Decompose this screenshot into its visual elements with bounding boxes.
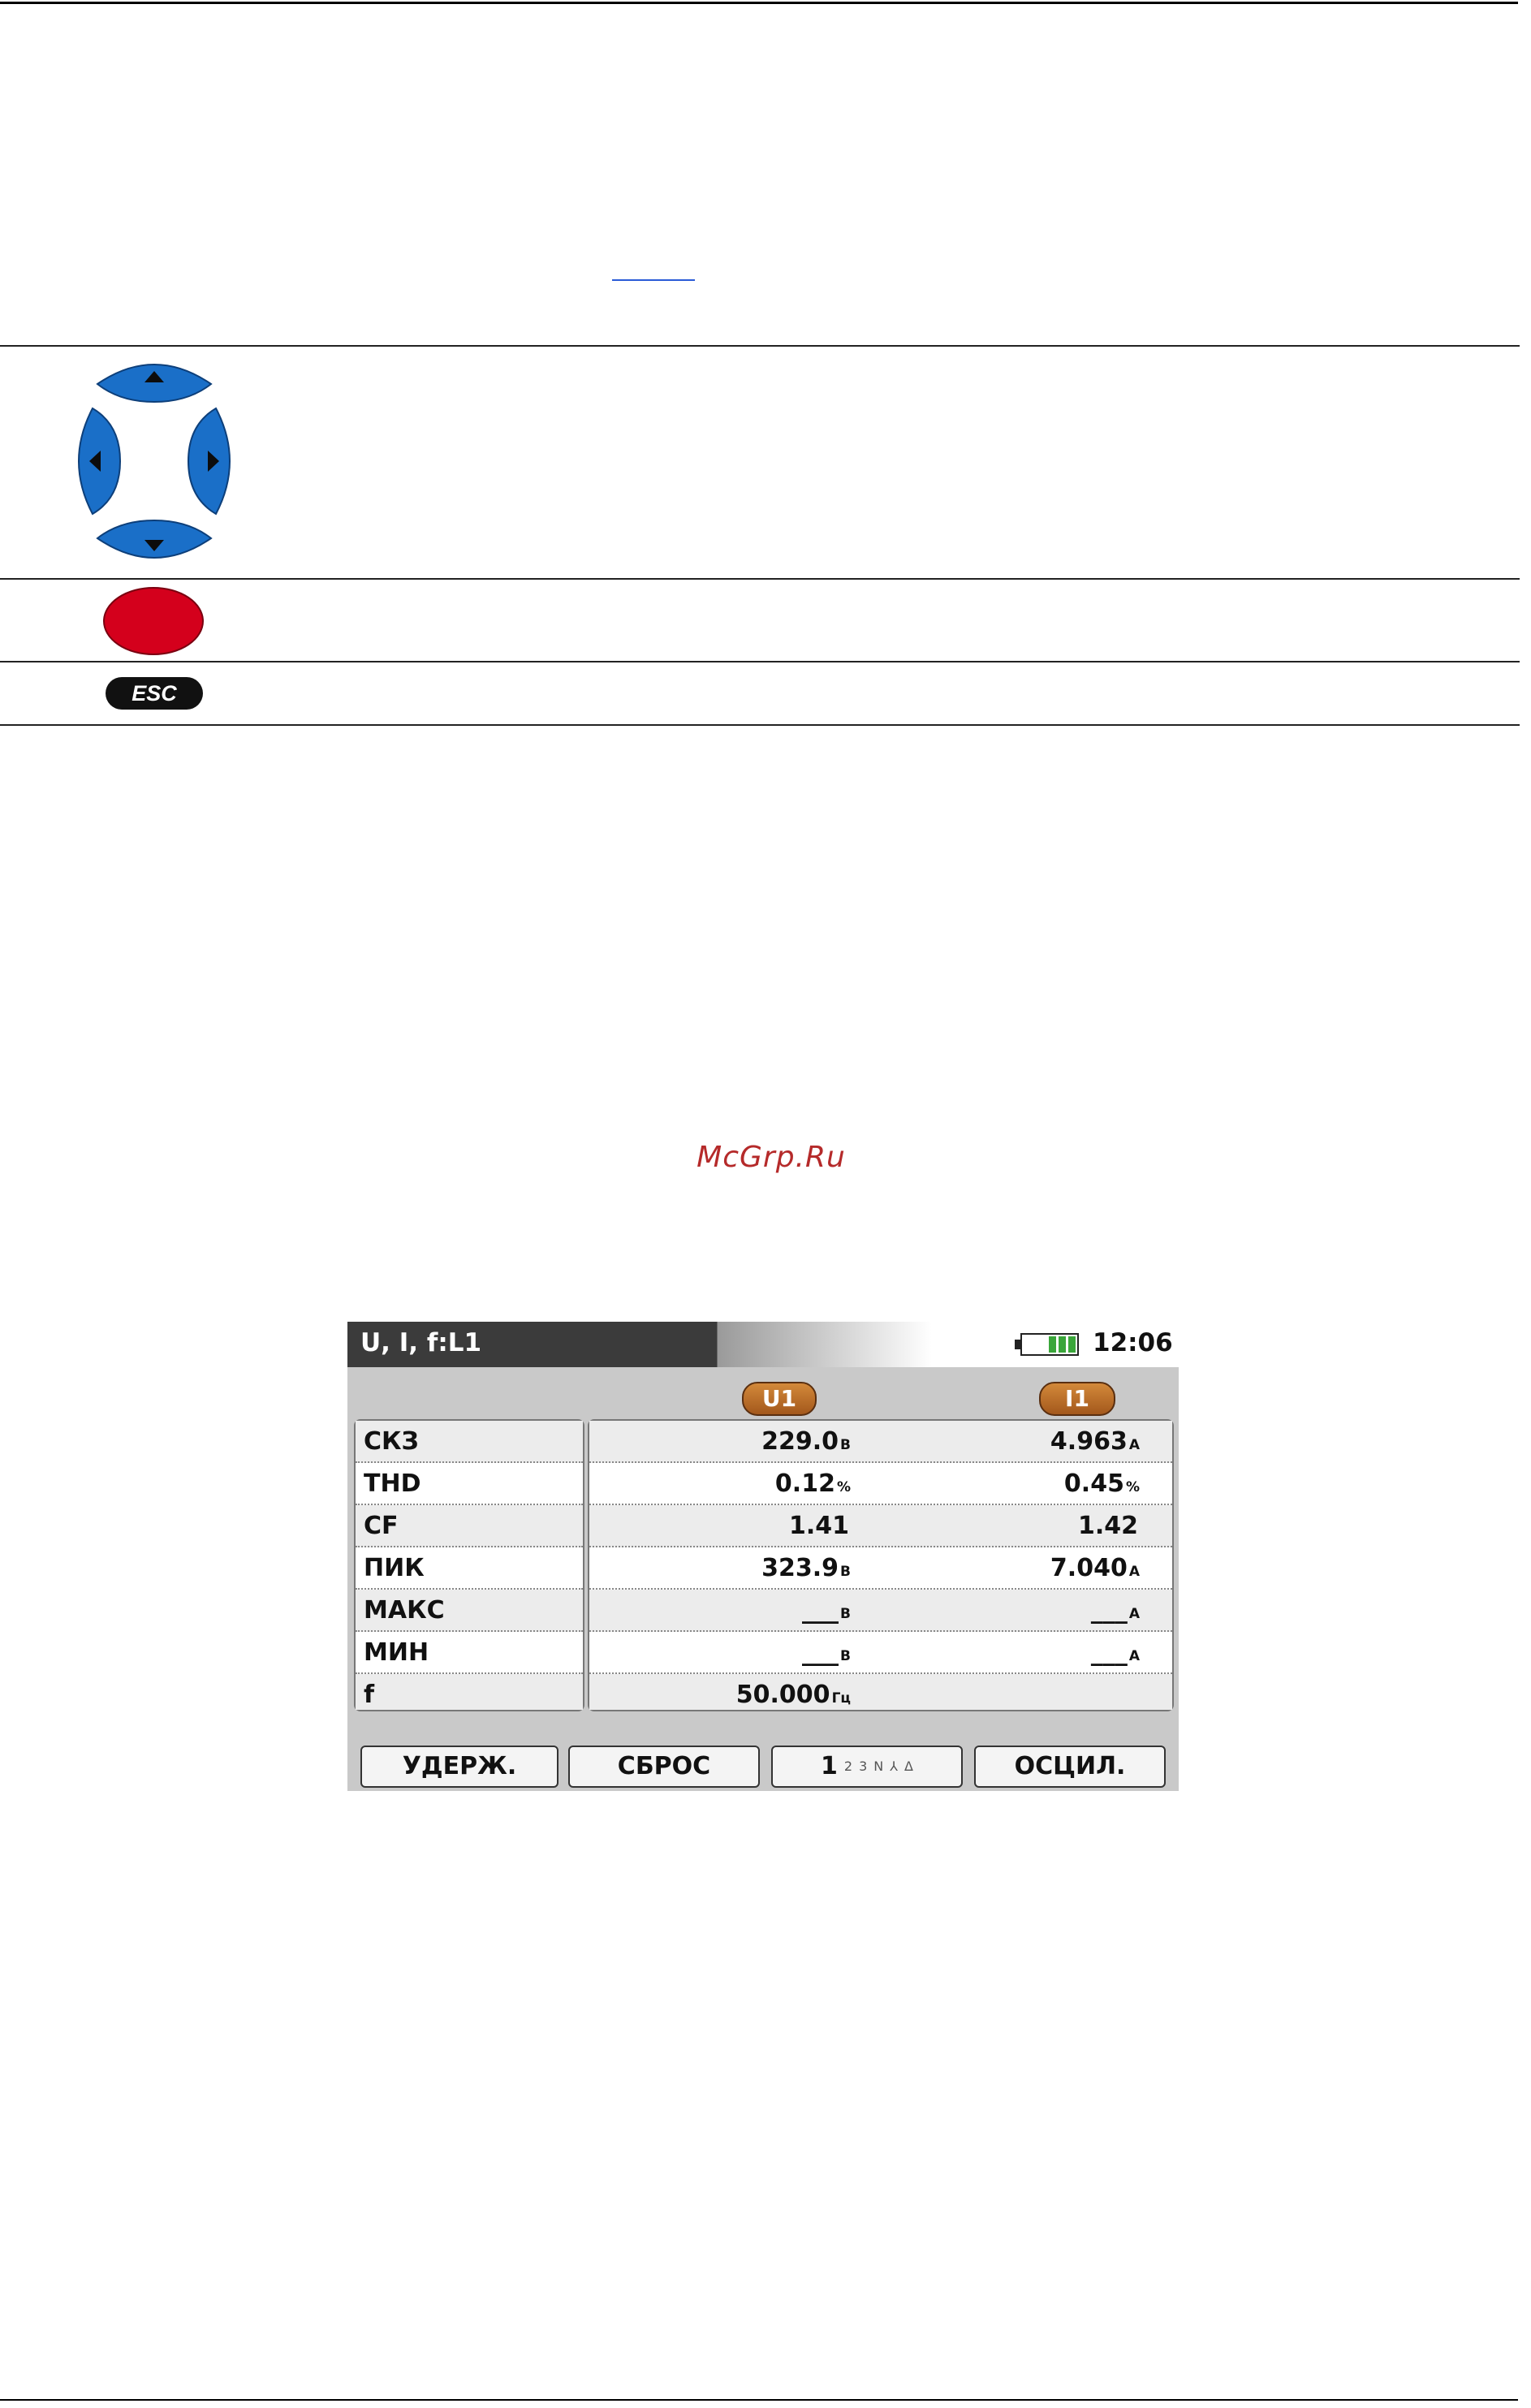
row-label: f [364, 1681, 375, 1709]
red-oval-button-icon [102, 586, 205, 656]
value-row [589, 1505, 1172, 1547]
i1-value: 1.42 [1077, 1512, 1138, 1540]
measurement-value-panel [588, 1419, 1174, 1711]
value-row [589, 1463, 1172, 1505]
watermark: McGrp.Ru [696, 1141, 846, 1174]
phase-2-label: 2 [843, 1759, 853, 1774]
key-row-escape [0, 662, 1520, 726]
row-label: МИН [364, 1638, 429, 1667]
key-table [0, 345, 1520, 726]
instrument-screen [347, 1322, 1179, 1791]
u1-value: ___ В [802, 1638, 851, 1667]
phase-3-label: 3 [859, 1759, 868, 1774]
reset-button[interactable]: СБРОС [568, 1746, 760, 1788]
value-row [589, 1421, 1172, 1463]
phase-n-label: N [873, 1759, 884, 1774]
row-label: THD [364, 1469, 421, 1498]
scope-button[interactable]: ОСЦИЛ. [974, 1746, 1166, 1788]
value-row [589, 1674, 1172, 1710]
label-row [356, 1463, 583, 1505]
label-row [356, 1547, 583, 1590]
i1-value: 4.963 А [1050, 1427, 1140, 1456]
row-label: СКЗ [364, 1427, 419, 1456]
clock: 12:06 [1093, 1328, 1173, 1357]
value-row [589, 1547, 1172, 1590]
row-label: ПИК [364, 1554, 425, 1582]
channel-badge-u1: U1 [742, 1382, 817, 1416]
phase-active-label: 1 [821, 1752, 838, 1780]
screen-title: U, I, f:L1 [360, 1328, 482, 1357]
row-label: CF [364, 1512, 399, 1540]
channel-badge-i1: I1 [1039, 1382, 1115, 1416]
softkey-bar [347, 1741, 1179, 1791]
i1-value: ___ А [1090, 1596, 1140, 1625]
i1-value: ___ А [1090, 1638, 1140, 1667]
i1-value: 7.040 А [1050, 1554, 1140, 1582]
label-row [356, 1590, 583, 1632]
u1-value: ___ В [802, 1596, 851, 1625]
top-rule [0, 2, 1518, 4]
u1-value: 229.0 В [761, 1427, 851, 1456]
label-row [356, 1505, 583, 1547]
label-row [356, 1674, 583, 1710]
row-label: МАКС [364, 1596, 445, 1625]
link-underline[interactable] [612, 279, 695, 281]
label-row [356, 1632, 583, 1674]
u1-value: 323.9 В [761, 1554, 851, 1582]
esc-key-icon: ESC [106, 677, 203, 710]
title-bar [347, 1322, 1179, 1367]
frequency-value: 50.000 Гц [735, 1681, 851, 1709]
value-row [589, 1632, 1172, 1674]
battery-icon [1013, 1331, 1081, 1357]
dpad-arrows-icon [65, 352, 244, 571]
i1-value: 0.45 % [1063, 1469, 1140, 1498]
delta-connection-icon: Δ [904, 1759, 913, 1774]
value-row [589, 1590, 1172, 1632]
u1-value: 1.41 [788, 1512, 849, 1540]
bottom-rule [0, 2399, 1518, 2401]
phase-select-button[interactable] [771, 1746, 963, 1788]
key-row-enter [0, 580, 1520, 662]
key-row-navigation [0, 345, 1520, 580]
hold-button[interactable]: УДЕРЖ. [360, 1746, 558, 1788]
label-row [356, 1421, 583, 1463]
star-connection-icon: ⅄ [890, 1759, 899, 1774]
parameter-label-panel [354, 1419, 584, 1711]
u1-value: 0.12 % [774, 1469, 851, 1498]
